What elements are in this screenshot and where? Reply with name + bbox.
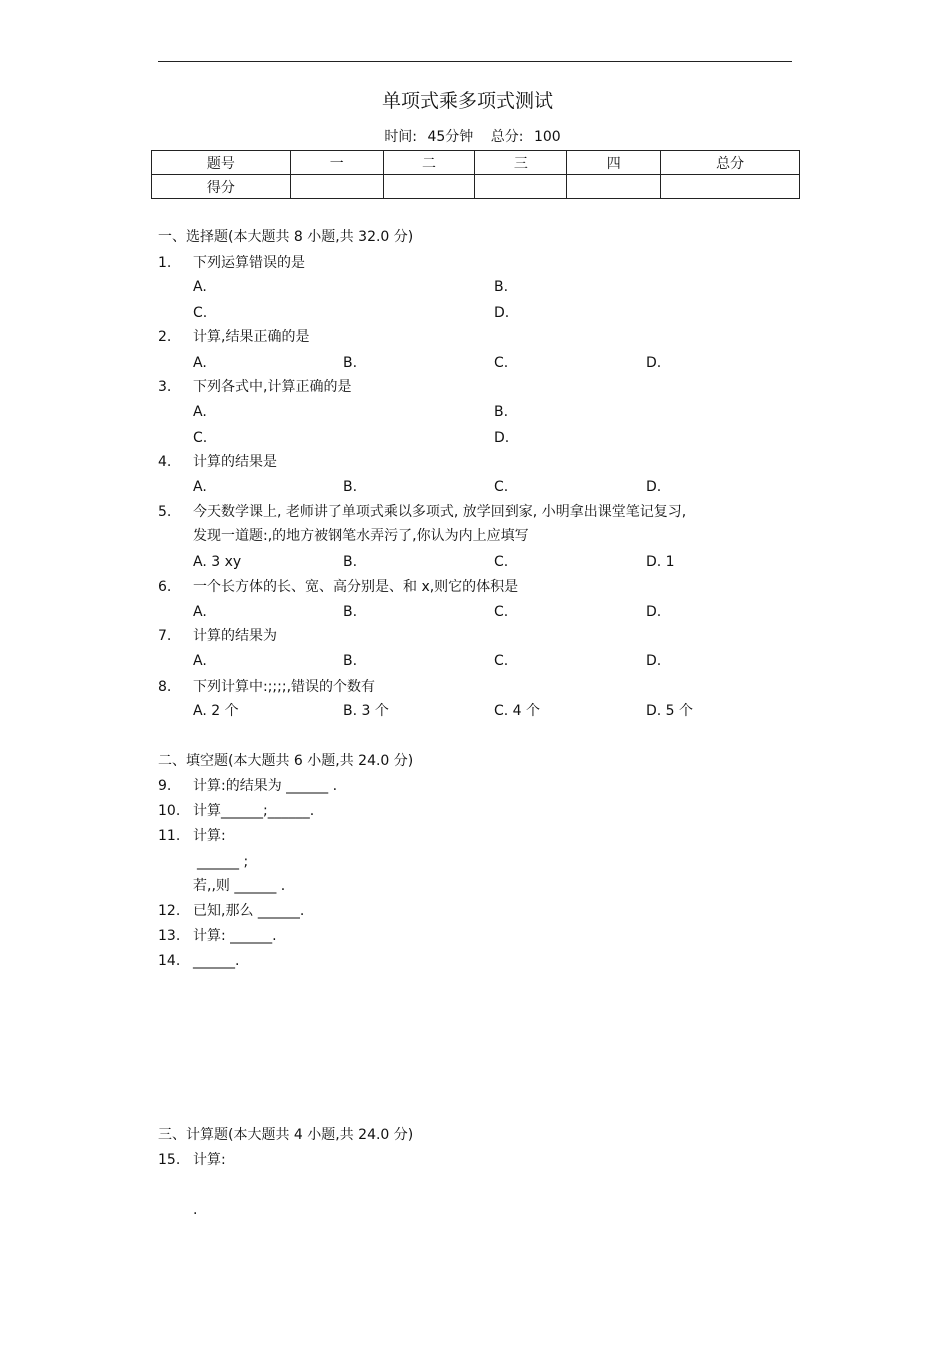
question-text: 今天数学课上, 老师讲了单项式乘以多项式, 放学回到家, 小明拿出课堂笔记复习, <box>193 504 687 520</box>
question-number: 7. <box>158 628 172 644</box>
question-6 <box>158 578 518 596</box>
question-text: 计算的结果是 <box>193 454 277 470</box>
option-a[interactable]: A. <box>193 355 207 371</box>
question-text: 计算: <box>193 828 226 844</box>
question-8 <box>158 678 375 696</box>
question-9 <box>158 777 337 795</box>
question-text: ______. <box>193 953 240 969</box>
score-header-cell: 四 <box>567 151 661 175</box>
question-13 <box>158 927 277 945</box>
question-text: 下列各式中,计算正确的是 <box>193 379 352 395</box>
question-number: 14. <box>158 953 181 969</box>
question-text: 计算,结果正确的是 <box>193 329 310 345</box>
option-b[interactable]: B. <box>343 604 358 620</box>
question-number: 10. <box>158 803 181 819</box>
score-cell[interactable] <box>661 175 800 199</box>
time-value: 45分钟 <box>427 129 474 145</box>
question-5 <box>158 503 686 521</box>
option-b[interactable]: B. <box>343 554 358 570</box>
option-b[interactable]: B. <box>343 479 358 495</box>
score-header-cell: 二 <box>383 151 475 175</box>
question-15-continued: . <box>193 1202 198 1218</box>
score-header-cell: 一 <box>290 151 383 175</box>
question-3 <box>158 378 351 396</box>
question-text: 计算: ______. <box>193 928 277 944</box>
option-d[interactable]: D. <box>494 430 510 446</box>
question-number: 13. <box>158 928 181 944</box>
question-number: 5. <box>158 504 172 520</box>
question-text: 下列运算错误的是 <box>193 255 305 271</box>
option-a[interactable]: A. <box>193 479 207 495</box>
question-number: 6. <box>158 579 172 595</box>
option-d[interactable]: D. 5 个 <box>646 703 694 719</box>
option-a[interactable]: A. 2 个 <box>193 703 239 719</box>
score-cell[interactable] <box>475 175 567 199</box>
question-text-continued: 发现一道题:,的地方被钢笔水弄污了,你认为内上应填写 <box>193 528 529 544</box>
option-b[interactable]: B. <box>494 279 509 295</box>
question-number: 12. <box>158 903 181 919</box>
exam-meta <box>0 126 945 146</box>
section-heading: 三、计算题(本大题共 4 小题,共 24.0 分) <box>158 1127 414 1143</box>
option-d[interactable]: D. <box>494 305 510 321</box>
question-11-part-1: ______ ; <box>197 854 249 870</box>
option-c[interactable]: C. <box>494 355 509 371</box>
option-b[interactable]: B. <box>343 355 358 371</box>
score-header-cell: 三 <box>475 151 567 175</box>
score-cell[interactable] <box>567 175 661 199</box>
question-text: 已知,那么 ______. <box>193 903 305 919</box>
option-b[interactable]: B. <box>494 404 509 420</box>
option-d[interactable]: D. <box>646 653 662 669</box>
question-number: 15. <box>158 1152 181 1168</box>
option-d[interactable]: D. <box>646 355 662 371</box>
total-label: 总分: <box>490 129 524 145</box>
option-a[interactable]: A. <box>193 653 207 669</box>
option-c[interactable]: C. <box>193 305 208 321</box>
option-b[interactable]: B. 3 个 <box>343 703 389 719</box>
header-rule <box>158 61 792 62</box>
option-a[interactable]: A. <box>193 279 207 295</box>
total-value: 100 <box>533 129 561 145</box>
question-14 <box>158 952 239 970</box>
question-number: 4. <box>158 454 172 470</box>
option-a[interactable]: A. 3 xy <box>193 554 242 570</box>
option-c[interactable]: C. <box>193 430 208 446</box>
option-c[interactable]: C. 4 个 <box>494 703 541 719</box>
page-title: 单项式乘多项式测试 <box>381 90 553 112</box>
option-c[interactable]: C. <box>494 554 509 570</box>
question-number: 11. <box>158 828 181 844</box>
question-2 <box>158 328 309 346</box>
option-d[interactable]: D. <box>646 479 662 495</box>
question-text: 一个长方体的长、宽、高分别是、和 x,则它的体积是 <box>193 579 519 595</box>
score-table-header-row <box>152 151 800 175</box>
option-a[interactable]: A. <box>193 404 207 420</box>
score-table <box>151 150 800 199</box>
option-c[interactable]: C. <box>494 479 509 495</box>
question-10 <box>158 802 314 820</box>
option-b[interactable]: B. <box>343 653 358 669</box>
question-1 <box>158 254 305 272</box>
option-d[interactable]: D. <box>646 604 662 620</box>
question-number: 8. <box>158 679 172 695</box>
score-table-score-row <box>152 175 800 199</box>
question-4 <box>158 453 277 471</box>
score-cell[interactable] <box>383 175 475 199</box>
question-text: 计算______;______. <box>193 803 315 819</box>
question-number: 3. <box>158 379 172 395</box>
score-header-cell: 总分 <box>661 151 800 175</box>
score-header-cell: 题号 <box>152 151 291 175</box>
time-label: 时间: <box>384 129 418 145</box>
option-c[interactable]: C. <box>494 653 509 669</box>
score-cell[interactable] <box>290 175 383 199</box>
question-11-part-2: 若,,则 ______ . <box>193 878 286 894</box>
question-7 <box>158 627 277 645</box>
question-12 <box>158 902 304 920</box>
question-text: 计算的结果为 <box>193 628 277 644</box>
question-15 <box>158 1151 226 1169</box>
option-a[interactable]: A. <box>193 604 207 620</box>
question-11 <box>158 827 226 845</box>
question-number: 9. <box>158 778 172 794</box>
question-text: 计算:的结果为 ______ . <box>193 778 338 794</box>
question-text: 计算: <box>193 1152 226 1168</box>
question-number: 1. <box>158 255 172 271</box>
option-c[interactable]: C. <box>494 604 509 620</box>
section-heading: 二、填空题(本大题共 6 小题,共 24.0 分) <box>158 753 414 769</box>
section-heading: 一、选择题(本大题共 8 小题,共 32.0 分) <box>158 229 414 245</box>
option-d[interactable]: D. 1 <box>646 554 675 570</box>
score-row-label: 得分 <box>152 175 291 199</box>
question-text: 下列计算中:;;;;,错误的个数有 <box>193 679 376 695</box>
question-number: 2. <box>158 329 172 345</box>
